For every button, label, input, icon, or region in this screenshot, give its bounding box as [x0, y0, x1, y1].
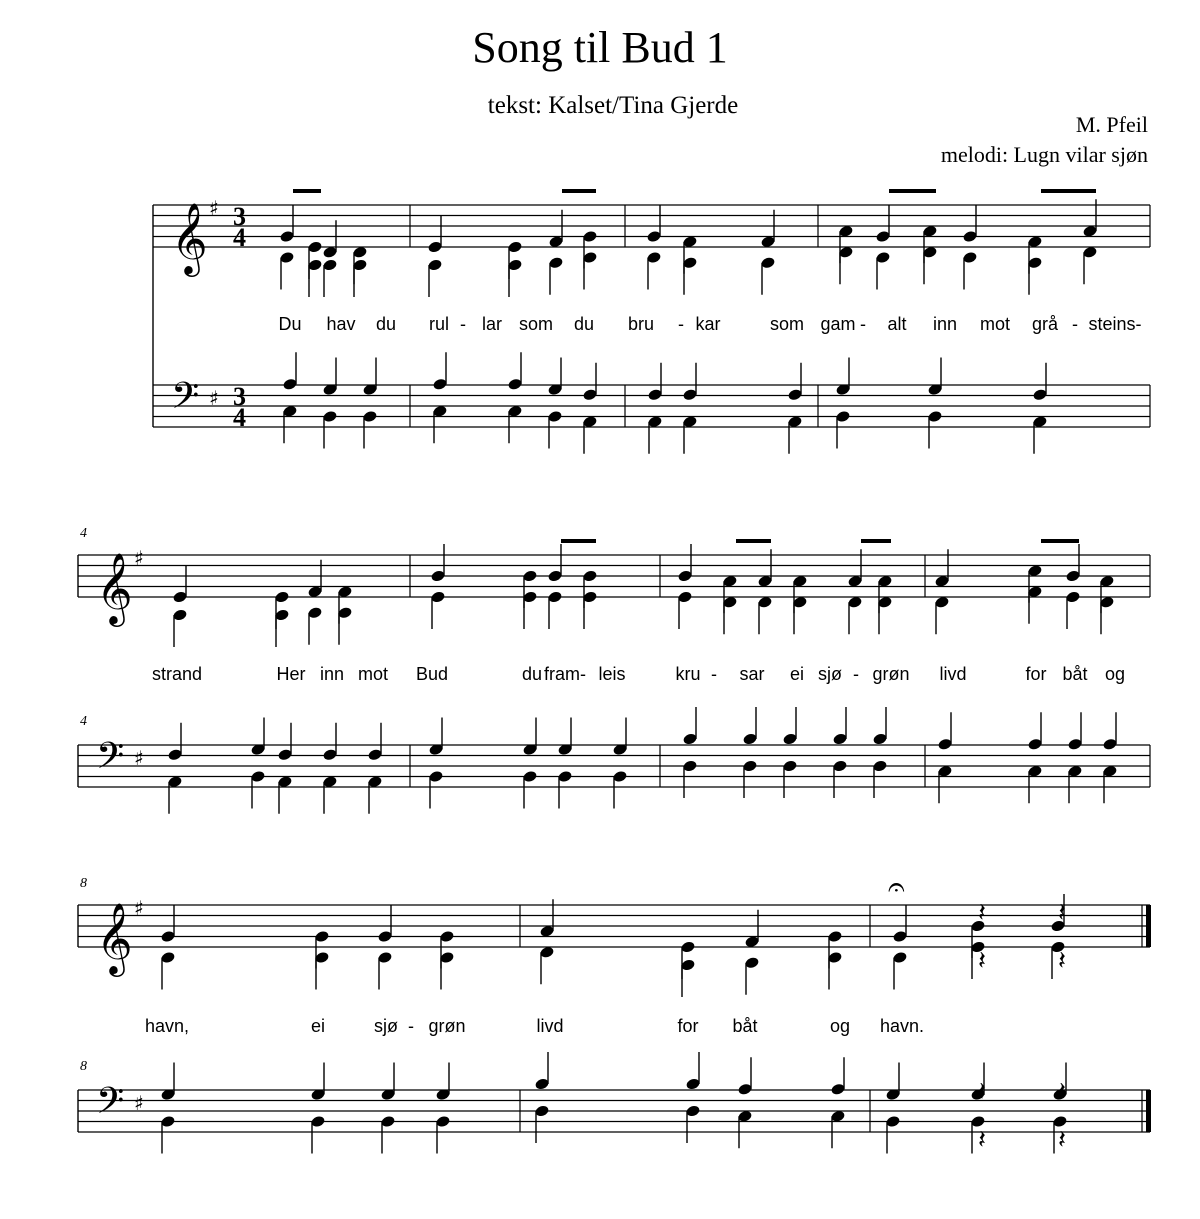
lyric-syllable: sjø — [374, 1016, 398, 1036]
time-signature-top: 3 — [233, 202, 246, 231]
lyric-syllable: kar — [695, 314, 721, 334]
lyric-syllable: du — [375, 314, 397, 334]
lyric-syllable: - — [408, 1016, 414, 1036]
lyric-syllable: kru — [675, 664, 701, 684]
treble-clef-icon: 𝄞 — [96, 551, 133, 624]
treble-clef-icon: 𝄞 — [171, 201, 208, 274]
beam — [562, 189, 596, 193]
quarter-rest-icon: 𝄽 — [978, 946, 986, 976]
lyric-syllable: rul — [428, 314, 450, 334]
measure-number: 8 — [80, 1059, 87, 1074]
lyric-syllable: som — [769, 314, 805, 334]
lyric-syllable: inn — [932, 314, 958, 334]
final-barline-thick — [1146, 905, 1151, 947]
lyric-syllable: havn. — [879, 1016, 925, 1036]
sharp-key-signature-icon: ♯ — [209, 196, 219, 220]
quarter-rest-icon: 𝄽 — [978, 898, 986, 928]
lyric-syllable: - — [678, 314, 684, 334]
quarter-rest-icon: 𝄽 — [1058, 1125, 1066, 1155]
lyric-syllable: leis — [598, 664, 626, 684]
composer-credit: M. Pfeil — [1075, 112, 1148, 137]
lyric-syllable: for — [677, 1016, 699, 1036]
lyric-syllable: livd — [536, 1016, 564, 1036]
treble-staff — [78, 905, 1150, 947]
bass-clef-icon: 𝄢 — [96, 735, 125, 786]
beam — [736, 539, 771, 543]
lyric-syllable: - — [853, 664, 859, 684]
lyric-syllable: mot — [979, 314, 1011, 334]
beam — [861, 539, 891, 543]
lyric-syllable: havn, — [144, 1016, 190, 1036]
final-barline-thick — [1146, 1090, 1151, 1132]
lyricist-credit: tekst: Kalset/Tina Gjerde — [487, 92, 739, 119]
sharp-key-signature-icon: ♯ — [134, 896, 144, 920]
lyric-syllable: for — [1025, 664, 1047, 684]
lyric-syllable: som — [518, 314, 554, 334]
lyric-syllable: sjø — [818, 664, 842, 684]
sharp-key-signature-icon: ♯ — [134, 746, 144, 770]
lyric-syllable: gam — [820, 314, 856, 334]
lyric-syllable: og — [1104, 664, 1126, 684]
lyric-syllable: mot — [357, 664, 389, 684]
beam — [293, 189, 321, 193]
lyric-syllable: ei — [789, 664, 805, 684]
sharp-key-signature-icon: ♯ — [134, 546, 144, 570]
lyric-syllable: og — [829, 1016, 851, 1036]
lyric-syllable: du — [573, 314, 595, 334]
treble-staff — [78, 555, 1150, 597]
time-signature-top: 3 — [233, 382, 246, 411]
measure-number: 4 — [80, 714, 87, 729]
lyric-syllable: du — [521, 664, 543, 684]
lyric-syllable: grøn — [872, 664, 910, 684]
lyric-syllable: alt — [887, 314, 907, 334]
lyric-syllable: - — [860, 314, 866, 334]
fermata-icon: 𝄐 — [888, 870, 905, 905]
lyric-syllable: båt — [1062, 664, 1088, 684]
measure-number: 8 — [80, 876, 87, 891]
bass-clef-icon: 𝄢 — [96, 1080, 125, 1131]
lyric-syllable: båt — [732, 1016, 758, 1036]
measure-number: 4 — [80, 526, 87, 541]
sharp-key-signature-icon: ♯ — [134, 1091, 144, 1115]
lyric-syllable: Bud — [415, 664, 449, 684]
song-title: Song til Bud 1 — [472, 23, 728, 72]
lyric-syllable: grå — [1031, 314, 1059, 334]
beam — [561, 539, 596, 543]
lyric-syllable: hav — [326, 314, 356, 334]
lyric-syllable: grøn — [428, 1016, 466, 1036]
system-2 — [78, 526, 1150, 814]
lyric-syllable: Du — [278, 314, 302, 334]
quarter-rest-icon: 𝄽 — [1058, 898, 1066, 928]
lyric-syllable: steins- — [1088, 314, 1142, 334]
lyric-syllable: - — [1072, 314, 1078, 334]
lyric-syllable: ei — [310, 1016, 326, 1036]
time-signature-bottom: 4 — [233, 403, 246, 432]
lyric-syllable: bru — [627, 314, 655, 334]
quarter-rest-icon: 𝄽 — [978, 1125, 986, 1155]
lyric-syllable: - — [460, 314, 466, 334]
lyric-syllable: sar — [739, 664, 765, 684]
bass-clef-icon: 𝄢 — [171, 375, 200, 426]
quarter-rest-icon: 𝄽 — [978, 1077, 986, 1107]
sharp-key-signature-icon: ♯ — [209, 386, 219, 410]
quarter-rest-icon: 𝄽 — [1058, 946, 1066, 976]
beam — [889, 189, 936, 193]
lyric-syllable: fram- — [544, 664, 586, 684]
lyric-syllable: livd — [939, 664, 967, 684]
lyric-syllable: Her — [276, 664, 306, 684]
beam — [1041, 189, 1096, 193]
lyric-syllable: - — [711, 664, 717, 684]
treble-clef-icon: 𝄞 — [96, 901, 133, 974]
lyric-syllable: inn — [319, 664, 345, 684]
beam — [1041, 539, 1079, 543]
melody-source-credit: melodi: Lugn vilar sjøn — [940, 142, 1148, 167]
quarter-rest-icon: 𝄽 — [1058, 1077, 1066, 1107]
time-signature-bottom: 4 — [233, 223, 246, 252]
lyric-syllable: strand — [151, 664, 203, 684]
system-3 — [78, 870, 1151, 1155]
lyric-syllable: lar — [481, 314, 503, 334]
bass-staff — [78, 1090, 1150, 1132]
system-1 — [153, 189, 1150, 454]
